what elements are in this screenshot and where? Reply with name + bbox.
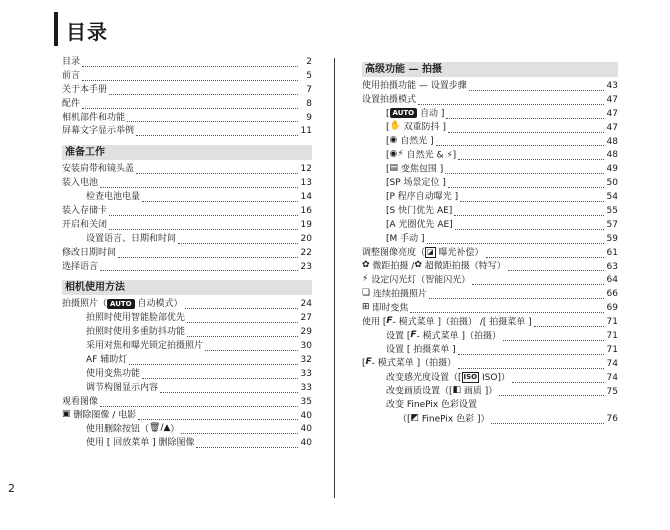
toc-entry[interactable]: 装入存储卡 16 [62,206,312,216]
continuous-shooting-icon: ❏ [362,287,371,298]
toc-entry[interactable]: 安装肩带和镜头盖 12 [62,164,312,175]
f-mode-icon: F [365,357,372,368]
title-accent-bar [54,12,58,46]
toc-subentry[interactable]: [A 光圈优先 AE] 57 [386,219,618,230]
toc-subentry[interactable]: （[◩ FinePix 色彩 ]） 76 [398,412,618,425]
toc-subentry[interactable]: 改变画质设置（[◧ 画质 ]） 75 [386,385,618,397]
toc-entry[interactable]: 调整图像亮度（ ◪ 曝光补偿） 61 [362,247,618,258]
toc-entry[interactable]: 拍摄照片（ AUTO 自动模式） 24 [62,299,312,310]
toc-subentry[interactable]: [✋ 双重防抖 ] 47 [386,121,618,133]
toc-entry[interactable]: 使用 [F- 模式菜单 ]（拍摄） /[ 拍摄菜单 ] 71 [362,315,618,328]
playback-icon: ▣ [62,409,71,420]
flash-icon: ⚡ [362,274,369,284]
toc-subentry[interactable]: AF 辅助灯 32 [86,355,312,366]
toc-entry[interactable]: 装入电池 13 [62,178,312,189]
toc-subentry[interactable]: [S 快门优先 AE] 55 [386,206,618,216]
toc-entry[interactable]: ✿ 微距拍摄 /✿ 超微距拍摄（特写） 63 [362,260,618,272]
toc-right-column [362,62,618,427]
natural-light-icon: ◉ [389,135,398,146]
iso-icon: ISO [463,372,478,381]
toc-subentry[interactable]: 改变感光度设置（[ ISO ISO]） 74 [386,372,618,383]
column-divider [334,58,335,498]
zoom-bracketing-icon: ▤ [389,162,399,173]
toc-entry[interactable]: 选择语言 23 [62,261,312,272]
toc-subentry[interactable]: 设置 [ 拍摄菜单 ] 71 [386,344,618,355]
toc-entry[interactable]: ⚡ 设定闪光灯（智能闪光） 64 [362,274,618,286]
toc-subentry[interactable]: 调节构图显示内容 33 [86,382,312,393]
auto-mode-icon: AUTO [107,299,135,309]
delete-button-icon: 🗑/▲ [149,423,171,434]
toc-entry[interactable]: 开启和关闭 19 [62,219,312,230]
page-number: 2 [8,482,15,495]
dual-is-icon: ✋ [389,121,401,132]
macro-icon: ✿ [362,260,370,271]
f-mode-icon: F [410,329,417,340]
toc-entry[interactable]: 前言 5 [62,70,312,81]
toc-entry[interactable]: 关于本手册 7 [62,84,312,95]
toc-subentry[interactable]: 拍照时使用智能脸部优先 27 [86,313,312,324]
page-title: 目录 [66,20,108,44]
instant-zoom-icon: ⊞ [362,301,370,312]
toc-subentry[interactable]: [M 手动 ] 59 [386,233,618,244]
toc-subentry[interactable]: 使用删除按钮（🗑/▲） 40 [86,423,312,435]
toc-subentry[interactable]: 使用变焦功能 33 [86,368,312,379]
toc-subentry[interactable]: [▤ 变焦包围 ] 49 [386,162,618,175]
toc-subentry[interactable]: 检查电池电量 14 [86,192,312,203]
toc-entry[interactable]: ⊞ 即时变焦 69 [362,301,618,314]
exposure-compensation-icon: ◪ [427,247,434,256]
toc-entry[interactable]: 修改日期时间 22 [62,247,312,258]
natural-light-flash-icon: ◉⚡ [389,148,404,159]
toc-subentry[interactable]: 改变 FinePix 色彩设置 [386,400,478,411]
toc-subentry[interactable]: 拍照时使用多重防抖功能 29 [86,327,312,338]
toc-entry[interactable]: 设置拍摄模式 47 [362,94,618,105]
toc-subentry[interactable]: [P 程序自动曝光 ] 54 [386,192,618,203]
section-heading-camera-use: 相机使用方法 [62,280,312,295]
toc-left-column [62,56,312,451]
toc-entry[interactable]: 相机部件和功能 9 [62,112,312,123]
toc-entry[interactable]: 观看图像 35 [62,396,312,407]
toc-subentry[interactable]: 使用 [ 回放菜单 ] 删除图像 40 [86,438,312,449]
toc-subentry[interactable]: [SP 场景定位 ] 50 [386,178,618,189]
toc-subentry[interactable]: [ AUTO 自动 ] 47 [386,108,618,119]
section-heading-preparation: 准备工作 [62,145,312,160]
toc-entry[interactable]: 配件 8 [62,98,312,109]
toc-subentry[interactable]: 设置语言、日期和时间 20 [86,233,312,244]
toc-entry[interactable]: [F- 模式菜单 ]（拍摄） 74 [362,357,618,369]
auto-mode-icon: AUTO [390,108,418,118]
image-quality-icon: ◧ [452,385,462,396]
toc-entry[interactable]: 使用拍摄功能 — 设置步骤 43 [362,80,618,91]
toc-entry[interactable]: ▣ 删除图像 / 电影 40 [62,409,312,421]
toc-subentry[interactable]: 采用对焦和曝光锁定拍摄照片 30 [86,341,312,352]
toc-subentry[interactable]: 设置 [F- 模式菜单 ]（拍摄） 71 [386,329,618,342]
section-heading-advanced: 高级功能 — 拍摄 [362,62,618,77]
toc-entry[interactable]: 屏幕文字显示举例 11 [62,126,312,137]
toc-entry[interactable]: 目录 2 [62,56,312,67]
super-macro-icon: ✿ [414,260,422,271]
toc-entry[interactable]: ❏ 连续拍摄照片 66 [362,287,618,300]
toc-subentry[interactable]: [◉⚡ 自然光 & ⚡] 48 [386,148,618,161]
toc-subentry[interactable]: [◉ 自然光 ] 48 [386,135,618,147]
f-mode-icon: F [386,315,393,326]
finepix-color-icon: ◩ [410,412,420,423]
